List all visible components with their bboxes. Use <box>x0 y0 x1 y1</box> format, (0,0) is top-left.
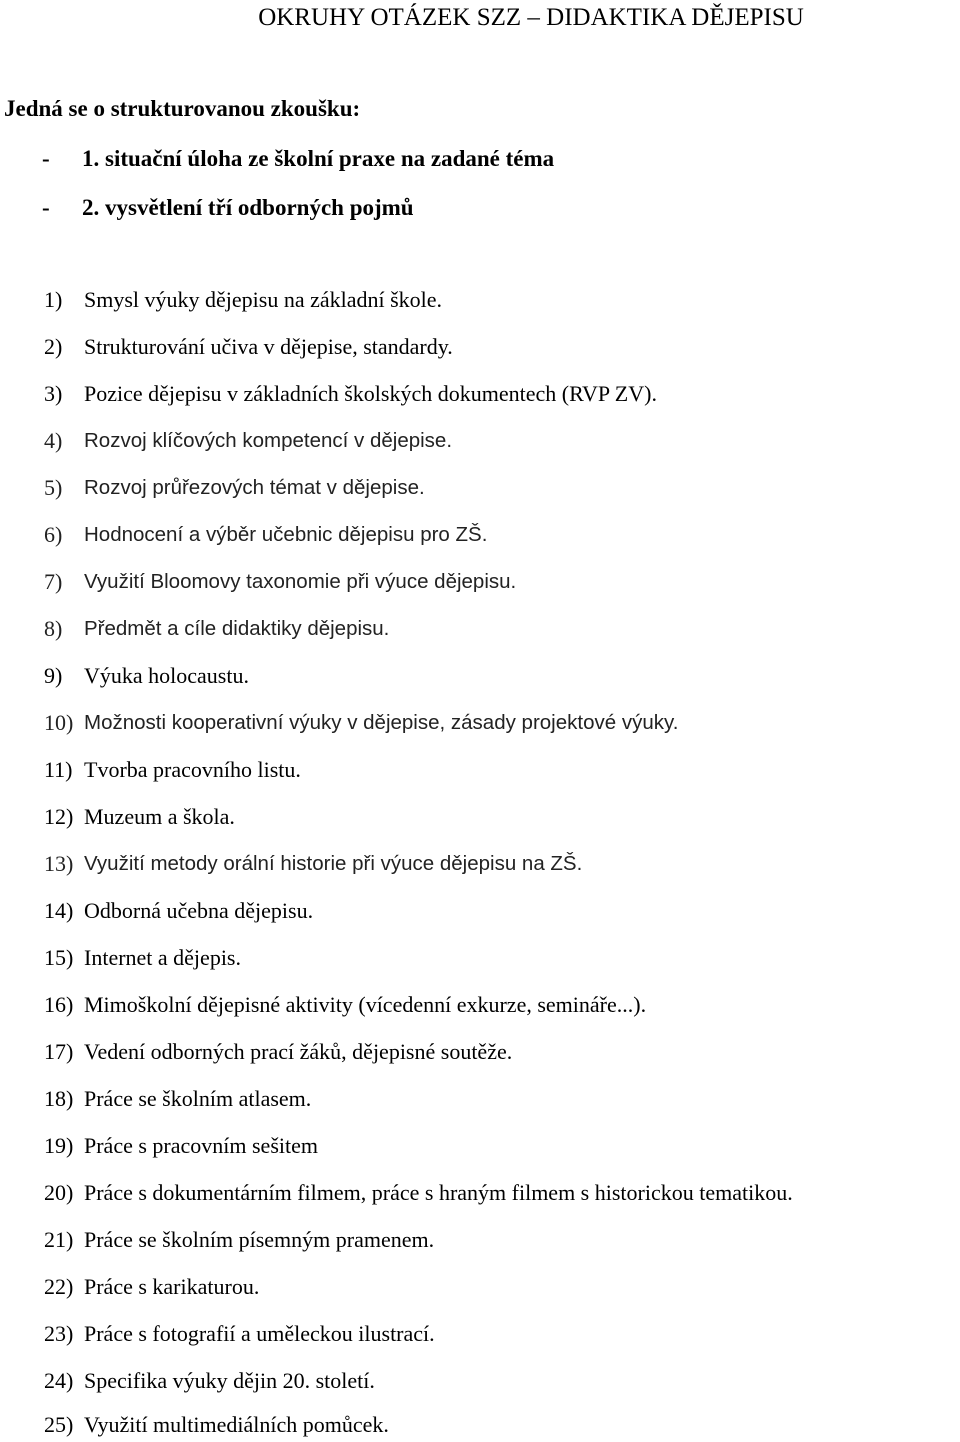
topic-text: Práce s karikaturou. <box>84 1274 260 1299</box>
topic-number: 8) <box>44 616 63 641</box>
topic-text: Rozvoj klíčových kompetencí v dějepise. <box>84 429 453 452</box>
topic-text: Rozvoj průřezových témat v dějepise. <box>84 476 425 499</box>
topic-number: 25) <box>44 1412 74 1437</box>
topic-text: Vedení odborných prací žáků, dějepisné soutěže. <box>84 1039 513 1064</box>
topic-text: Odborná učebna dějepisu. <box>84 898 314 923</box>
topic-text: Specifika výuky dějin 20. století. <box>84 1368 375 1393</box>
topic-number: 9) <box>44 663 63 688</box>
exam-part-dash: - <box>42 195 50 220</box>
topic-text: Smysl výuky dějepisu na základní škole. <box>84 287 443 312</box>
topic-text: Výuka holocaustu. <box>84 663 249 688</box>
exam-part-text: 1. situační úloha ze školní praxe na zadané téma <box>82 146 555 171</box>
topic-text: Práce s pracovním sešitem <box>84 1133 318 1158</box>
topic-number: 5) <box>44 475 63 500</box>
topic-text: Tvorba pracovního listu. <box>84 757 301 782</box>
topic-number: 1) <box>44 287 63 312</box>
exam-part-dash: - <box>42 146 50 171</box>
topic-number: 15) <box>44 945 74 970</box>
topic-number: 2) <box>44 334 63 359</box>
topic-text: Hodnocení a výběr učebnic dějepisu pro ZŠ. <box>84 523 488 546</box>
topic-number: 21) <box>44 1227 74 1252</box>
exam-part-text: 2. vysvětlení tří odborných pojmů <box>82 195 414 220</box>
topic-number: 14) <box>44 898 74 923</box>
topic-text: Práce s fotografií a uměleckou ilustrací. <box>84 1321 435 1346</box>
topic-number: 4) <box>44 428 63 453</box>
topic-number: 19) <box>44 1133 74 1158</box>
topic-number: 22) <box>44 1274 74 1299</box>
topic-text: Využití Bloomovy taxonomie při výuce dějepisu. <box>84 570 517 593</box>
topic-text: Práce se školním atlasem. <box>84 1086 312 1111</box>
topic-text: Práce s dokumentárním filmem, práce s hraným filmem s historickou tematikou. <box>84 1180 793 1205</box>
topic-number: 20) <box>44 1180 74 1205</box>
topic-text: Internet a dějepis. <box>84 945 241 970</box>
topic-number: 18) <box>44 1086 74 1111</box>
topic-text: Strukturování učiva v dějepise, standardy. <box>84 334 453 359</box>
topic-text: Možnosti kooperativní výuky v dějepise, zásady projektové výuky. <box>84 711 679 734</box>
topic-text: Práce se školním písemným pramenem. <box>84 1227 435 1252</box>
topic-number: 17) <box>44 1039 74 1064</box>
topic-number: 11) <box>44 757 73 782</box>
topic-text: Využití metody orální historie při výuce dějepisu na ZŠ. <box>84 852 583 875</box>
topic-number: 6) <box>44 522 63 547</box>
topic-text: Využití multimediálních pomůcek. <box>84 1412 389 1437</box>
topic-text: Mimoškolní dějepisné aktivity (vícedenní exkurze, semináře...). <box>84 992 647 1017</box>
exam-intro: Jedná se o strukturovanou zkoušku: <box>4 96 361 121</box>
topic-number: 7) <box>44 569 63 594</box>
topic-text: Pozice dějepisu v základních školských dokumentech (RVP ZV). <box>84 381 657 406</box>
topic-number: 3) <box>44 381 63 406</box>
topic-number: 23) <box>44 1321 74 1346</box>
topic-number: 13) <box>44 851 74 876</box>
topic-number: 10) <box>44 710 74 735</box>
document-title: OKRUHY OTÁZEK SZZ – DIDAKTIKA DĚJEPISU <box>258 4 804 31</box>
topic-text: Muzeum a škola. <box>84 804 235 829</box>
topic-number: 16) <box>44 992 74 1017</box>
topic-text: Předmět a cíle didaktiky dějepisu. <box>84 617 390 640</box>
topic-number: 24) <box>44 1368 74 1393</box>
topic-number: 12) <box>44 804 74 829</box>
